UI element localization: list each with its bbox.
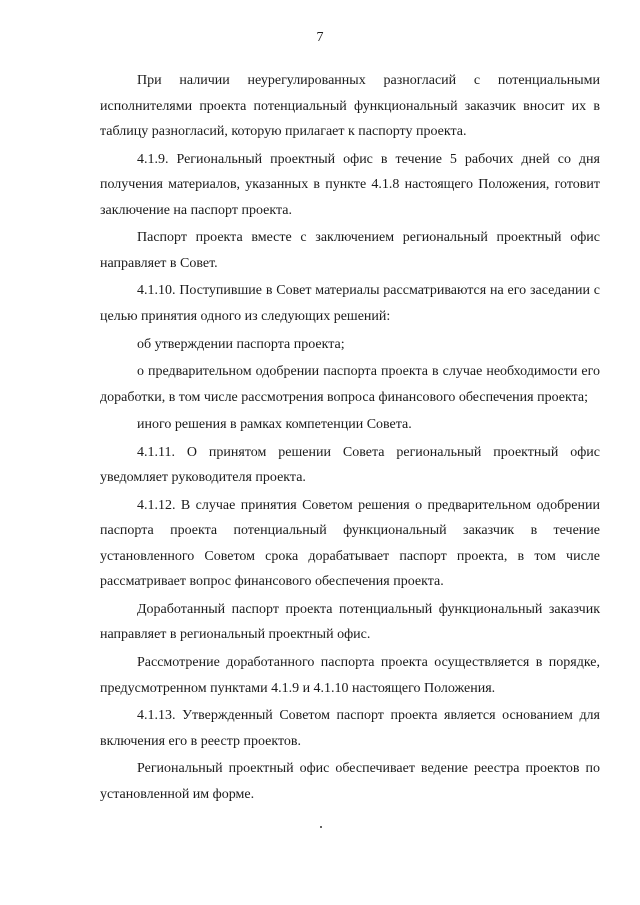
paragraph-4-1-13: 4.1.13. Утвержденный Советом паспорт проекта является основанием для включения его в реестр проектов.	[100, 708, 600, 749]
paragraph-review-revised: Рассмотрение доработанного паспорта проекта осуществляется в порядке, предусмотренном пунктами 4.1.9 и 4.1.10 настоящего Положения.	[100, 654, 600, 696]
paragraph-decision-other: иного решения в рамках компетенции Совета.	[137, 417, 412, 433]
paragraph-4-1-10: 4.1.10. Поступившие в Совет материалы рассматриваются на его заседании с целью принятия одного из следующих решений:	[100, 283, 600, 325]
paragraph-registry: Региональный проектный офис обеспечивает ведение реестра проектов по установленной им форме.	[100, 761, 600, 802]
scan-dot-mark	[320, 826, 322, 828]
paragraph-4-1-9: 4.1.9. Региональный проектный офис в течение 5 рабочих дней со дня получения материалов, указанных в пункте 4.1.8 настоящего Положения, готовит заключение на паспорт проекта.	[100, 151, 600, 218]
paragraph-decision-approve: об утверждении паспорта проекта;	[137, 336, 345, 352]
paragraph-revised-passport: Доработанный паспорт проекта потенциальный функциональный заказчик направляет в региональный проектный офис.	[100, 601, 600, 643]
document-body	[100, 68, 600, 809]
paragraph-4-1-12: 4.1.12. В случае принятия Советом решения о предварительном одобрении паспорта проекта потенциальный функциональный заказчик в течение установленного Советом срока дорабатывает паспорт проекта, в том числе рассматривает вопрос финансового обеспечения проекта.	[100, 497, 600, 590]
paragraph-disagreements: При наличии неурегулированных разногласий с потенциальными исполнителями проекта потенциальный функциональный заказчик вносит их в таблицу разногласий, которую прилагает к паспорту проекта.	[100, 73, 600, 140]
paragraph-passport-to-council: Паспорт проекта вместе с заключением региональный проектный офис направляет в Совет.	[100, 230, 600, 271]
paragraph-4-1-11: 4.1.11. О принятом решении Совета региональный проектный офис уведомляет руководителя проекта.	[100, 444, 600, 486]
paragraph-decision-preliminary: о предварительном одобрении паспорта проекта в случае необходимости его доработки, в том числе рассмотрения вопроса финансового обеспечения проекта;	[100, 363, 600, 405]
page-number: 7	[316, 30, 324, 45]
